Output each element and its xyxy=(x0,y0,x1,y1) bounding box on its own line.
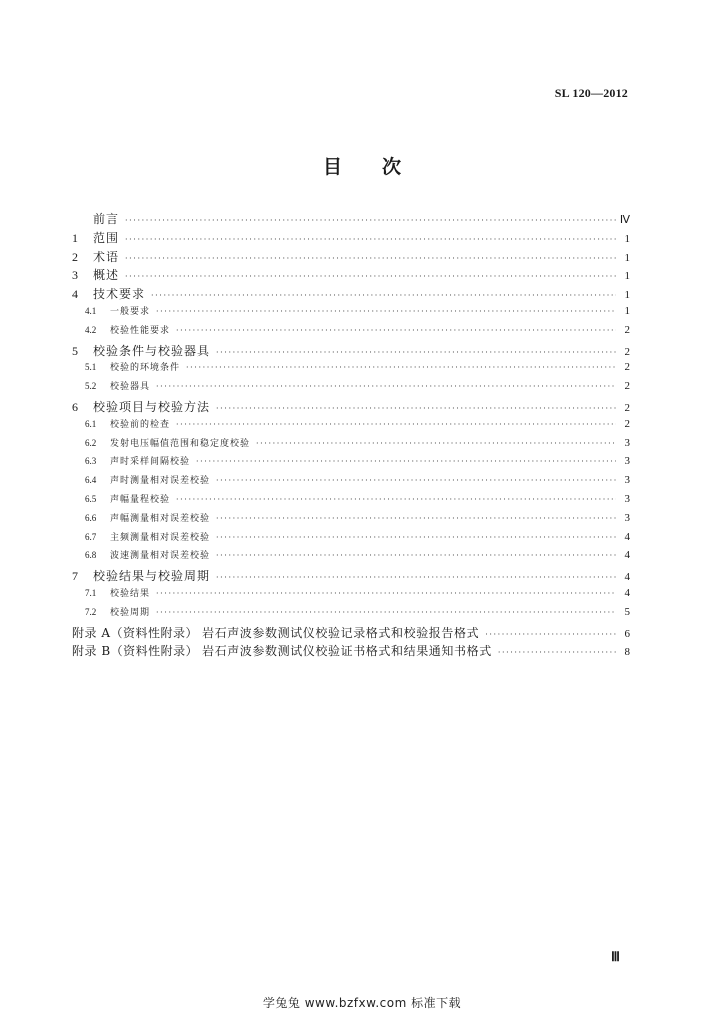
toc-entry[interactable] xyxy=(72,248,630,267)
toc-entry-page: 2 xyxy=(624,323,630,336)
toc-entry-page: 3 xyxy=(624,436,630,449)
toc-entry-number: 6 xyxy=(72,399,78,414)
toc-entry[interactable] xyxy=(72,266,630,285)
toc-entry[interactable] xyxy=(72,624,630,643)
toc-entry-number: 6.2 xyxy=(85,437,97,448)
toc-dot-leader xyxy=(125,272,616,281)
toc-entry-page: 2 xyxy=(624,345,630,358)
toc-entry-number: 2 xyxy=(72,249,78,264)
toc-entry-label: 前言 xyxy=(93,212,120,226)
toc-entry-page: 2 xyxy=(624,380,630,393)
toc-dot-leader xyxy=(485,630,616,639)
toc-entry[interactable] xyxy=(72,304,630,323)
toc-dot-leader xyxy=(125,254,616,263)
toc-entry-label: 术语 xyxy=(93,249,120,264)
toc-entry[interactable] xyxy=(72,323,630,342)
toc-entry-number: 6.4 xyxy=(85,475,97,486)
toc-appendix-title: 岩石声波参数测试仪校验记录格式和校验报告格式 xyxy=(202,625,480,640)
page-number: Ⅲ xyxy=(611,949,620,964)
toc-dot-leader xyxy=(156,382,616,391)
toc-dot-leader xyxy=(216,573,616,582)
toc-entry[interactable] xyxy=(72,454,630,473)
toc-entry-number: 4.2 xyxy=(85,324,97,335)
toc-dot-leader xyxy=(186,363,616,372)
toc-entry-label: 校验器具 xyxy=(110,382,151,393)
toc-entry-label: 波速测量相对误差校验 xyxy=(110,551,211,562)
toc-entry-number: 4 xyxy=(72,287,78,302)
toc-entry[interactable] xyxy=(72,417,630,436)
toc-entry-label: 概述 xyxy=(93,268,120,283)
toc-entry-label: 声时采样间隔校验 xyxy=(110,457,191,468)
toc-entry-number: 5.2 xyxy=(85,381,97,392)
toc-entry-label: 校验的环境条件 xyxy=(110,363,181,374)
toc-entry[interactable] xyxy=(72,548,630,567)
toc-appendix-title: 岩石声波参数测试仪校验证书格式和结果通知书格式 xyxy=(202,644,492,659)
toc-dot-leader xyxy=(176,420,616,429)
toc-dot-leader xyxy=(156,307,616,316)
toc-entry-number: 6.1 xyxy=(85,418,97,429)
toc-entry-number: 7.1 xyxy=(85,587,97,598)
toc-entry-label: 技术要求 xyxy=(93,287,146,302)
toc-entry-label: 校验结果 xyxy=(110,588,151,599)
toc-entry-label: 主频测量相对误差校验 xyxy=(110,532,211,543)
toc-entry[interactable] xyxy=(72,530,630,549)
toc-entry-page: 3 xyxy=(624,511,630,524)
toc-entry-page: 3 xyxy=(624,474,630,487)
toc-entry-page: 1 xyxy=(624,270,630,283)
toc-entry-page: 2 xyxy=(624,361,630,374)
toc-entry-label: 声幅量程校验 xyxy=(110,494,171,505)
toc-entry[interactable] xyxy=(72,398,630,417)
toc-entry[interactable] xyxy=(72,379,630,398)
toc-entry-page: 3 xyxy=(624,492,630,505)
toc-dot-leader xyxy=(256,439,616,448)
toc-entry-page: 8 xyxy=(624,646,630,659)
toc-entry[interactable] xyxy=(72,436,630,455)
toc-entry[interactable] xyxy=(72,229,630,248)
toc-entry-label: 声幅测量相对误差校验 xyxy=(110,513,211,524)
toc-dot-leader xyxy=(196,457,616,466)
toc-entry-page: 1 xyxy=(624,304,630,317)
toc-entry-page: 1 xyxy=(624,232,630,245)
toc-entry-page: 4 xyxy=(624,586,630,599)
toc-entry-page: 4 xyxy=(624,530,630,543)
toc-entry-page: 1 xyxy=(624,289,630,302)
table-of-contents xyxy=(72,210,630,661)
toc-entry[interactable] xyxy=(72,511,630,530)
toc-entry[interactable] xyxy=(72,285,630,304)
toc-entry-number: 4.1 xyxy=(85,305,97,316)
toc-entry-label: 校验结果与校验周期 xyxy=(93,569,211,584)
toc-dot-leader xyxy=(176,495,616,504)
toc-entry-label: 声时测量相对误差校验 xyxy=(110,476,211,487)
toc-entry-page: 1 xyxy=(624,251,630,264)
toc-entry-number: 6.7 xyxy=(85,531,97,542)
toc-title-part1: 目 xyxy=(322,156,342,178)
toc-entry[interactable] xyxy=(72,586,630,605)
toc-entry-page: 2 xyxy=(624,401,630,414)
toc-entry-number: 7.2 xyxy=(85,606,97,617)
toc-entry[interactable] xyxy=(72,605,630,624)
toc-entry-page: 4 xyxy=(624,571,630,584)
toc-title xyxy=(0,152,724,179)
toc-entry-page: 5 xyxy=(624,605,630,618)
toc-entry-label: 校验周期 xyxy=(110,607,151,618)
toc-entry-page: 2 xyxy=(624,417,630,430)
toc-entry-number: 5 xyxy=(72,343,78,358)
toc-entry-label: 校验性能要求 xyxy=(110,325,171,336)
toc-dot-leader xyxy=(176,326,616,335)
toc-entry-label: 校验前的检查 xyxy=(110,419,171,430)
toc-dot-leader xyxy=(216,514,616,523)
toc-title-part2: 次 xyxy=(382,156,402,178)
toc-entry-number: 6.8 xyxy=(85,550,97,561)
toc-dot-leader xyxy=(216,476,616,485)
toc-entry-label: 发射电压幅值范围和稳定度校验 xyxy=(110,438,251,449)
toc-entry-label: 一般要求 xyxy=(110,306,151,317)
footer-watermark: 学兔兔 www.bzfxw.com 标准下载 xyxy=(262,996,462,1010)
toc-entry[interactable] xyxy=(72,210,630,229)
toc-entry-number: 6.5 xyxy=(85,493,97,504)
toc-entry-number: 1 xyxy=(72,230,78,245)
toc-entry-number: 7 xyxy=(72,569,78,584)
toc-entry-number: 5.1 xyxy=(85,362,97,373)
toc-dot-leader xyxy=(498,648,616,657)
toc-dot-leader xyxy=(125,235,616,244)
toc-entry-page: 3 xyxy=(624,455,630,468)
toc-dot-leader xyxy=(151,291,616,300)
toc-entry[interactable] xyxy=(72,492,630,511)
toc-dot-leader xyxy=(216,404,616,413)
toc-entry-label: 校验项目与校验方法 xyxy=(93,399,211,414)
toc-entry[interactable] xyxy=(72,473,630,492)
toc-appendix-label: 附录 A（资料性附录） xyxy=(72,625,198,640)
toc-entry-label: 范围 xyxy=(93,230,120,245)
toc-entry-number: 6.6 xyxy=(85,512,97,523)
toc-entry-number: 6.3 xyxy=(85,456,97,467)
toc-dot-leader xyxy=(156,589,616,598)
toc-dot-leader xyxy=(156,608,616,617)
toc-dot-leader xyxy=(216,533,616,542)
toc-entry-page: 6 xyxy=(624,627,630,640)
toc-entry[interactable] xyxy=(72,642,630,661)
toc-entry-page: 4 xyxy=(624,549,630,562)
toc-dot-leader xyxy=(216,551,616,560)
toc-entry-page: Ⅳ xyxy=(619,214,630,226)
toc-entry[interactable] xyxy=(72,567,630,586)
document-code: SL 120—2012 xyxy=(554,86,628,100)
toc-appendix-label: 附录 B（资料性附录） xyxy=(72,644,199,659)
toc-entry[interactable] xyxy=(72,342,630,361)
toc-dot-leader xyxy=(125,216,616,225)
toc-entry[interactable] xyxy=(72,360,630,379)
toc-dot-leader xyxy=(216,348,616,357)
toc-entry-label: 校验条件与校验器具 xyxy=(93,343,211,358)
toc-entry-number: 3 xyxy=(72,268,78,283)
